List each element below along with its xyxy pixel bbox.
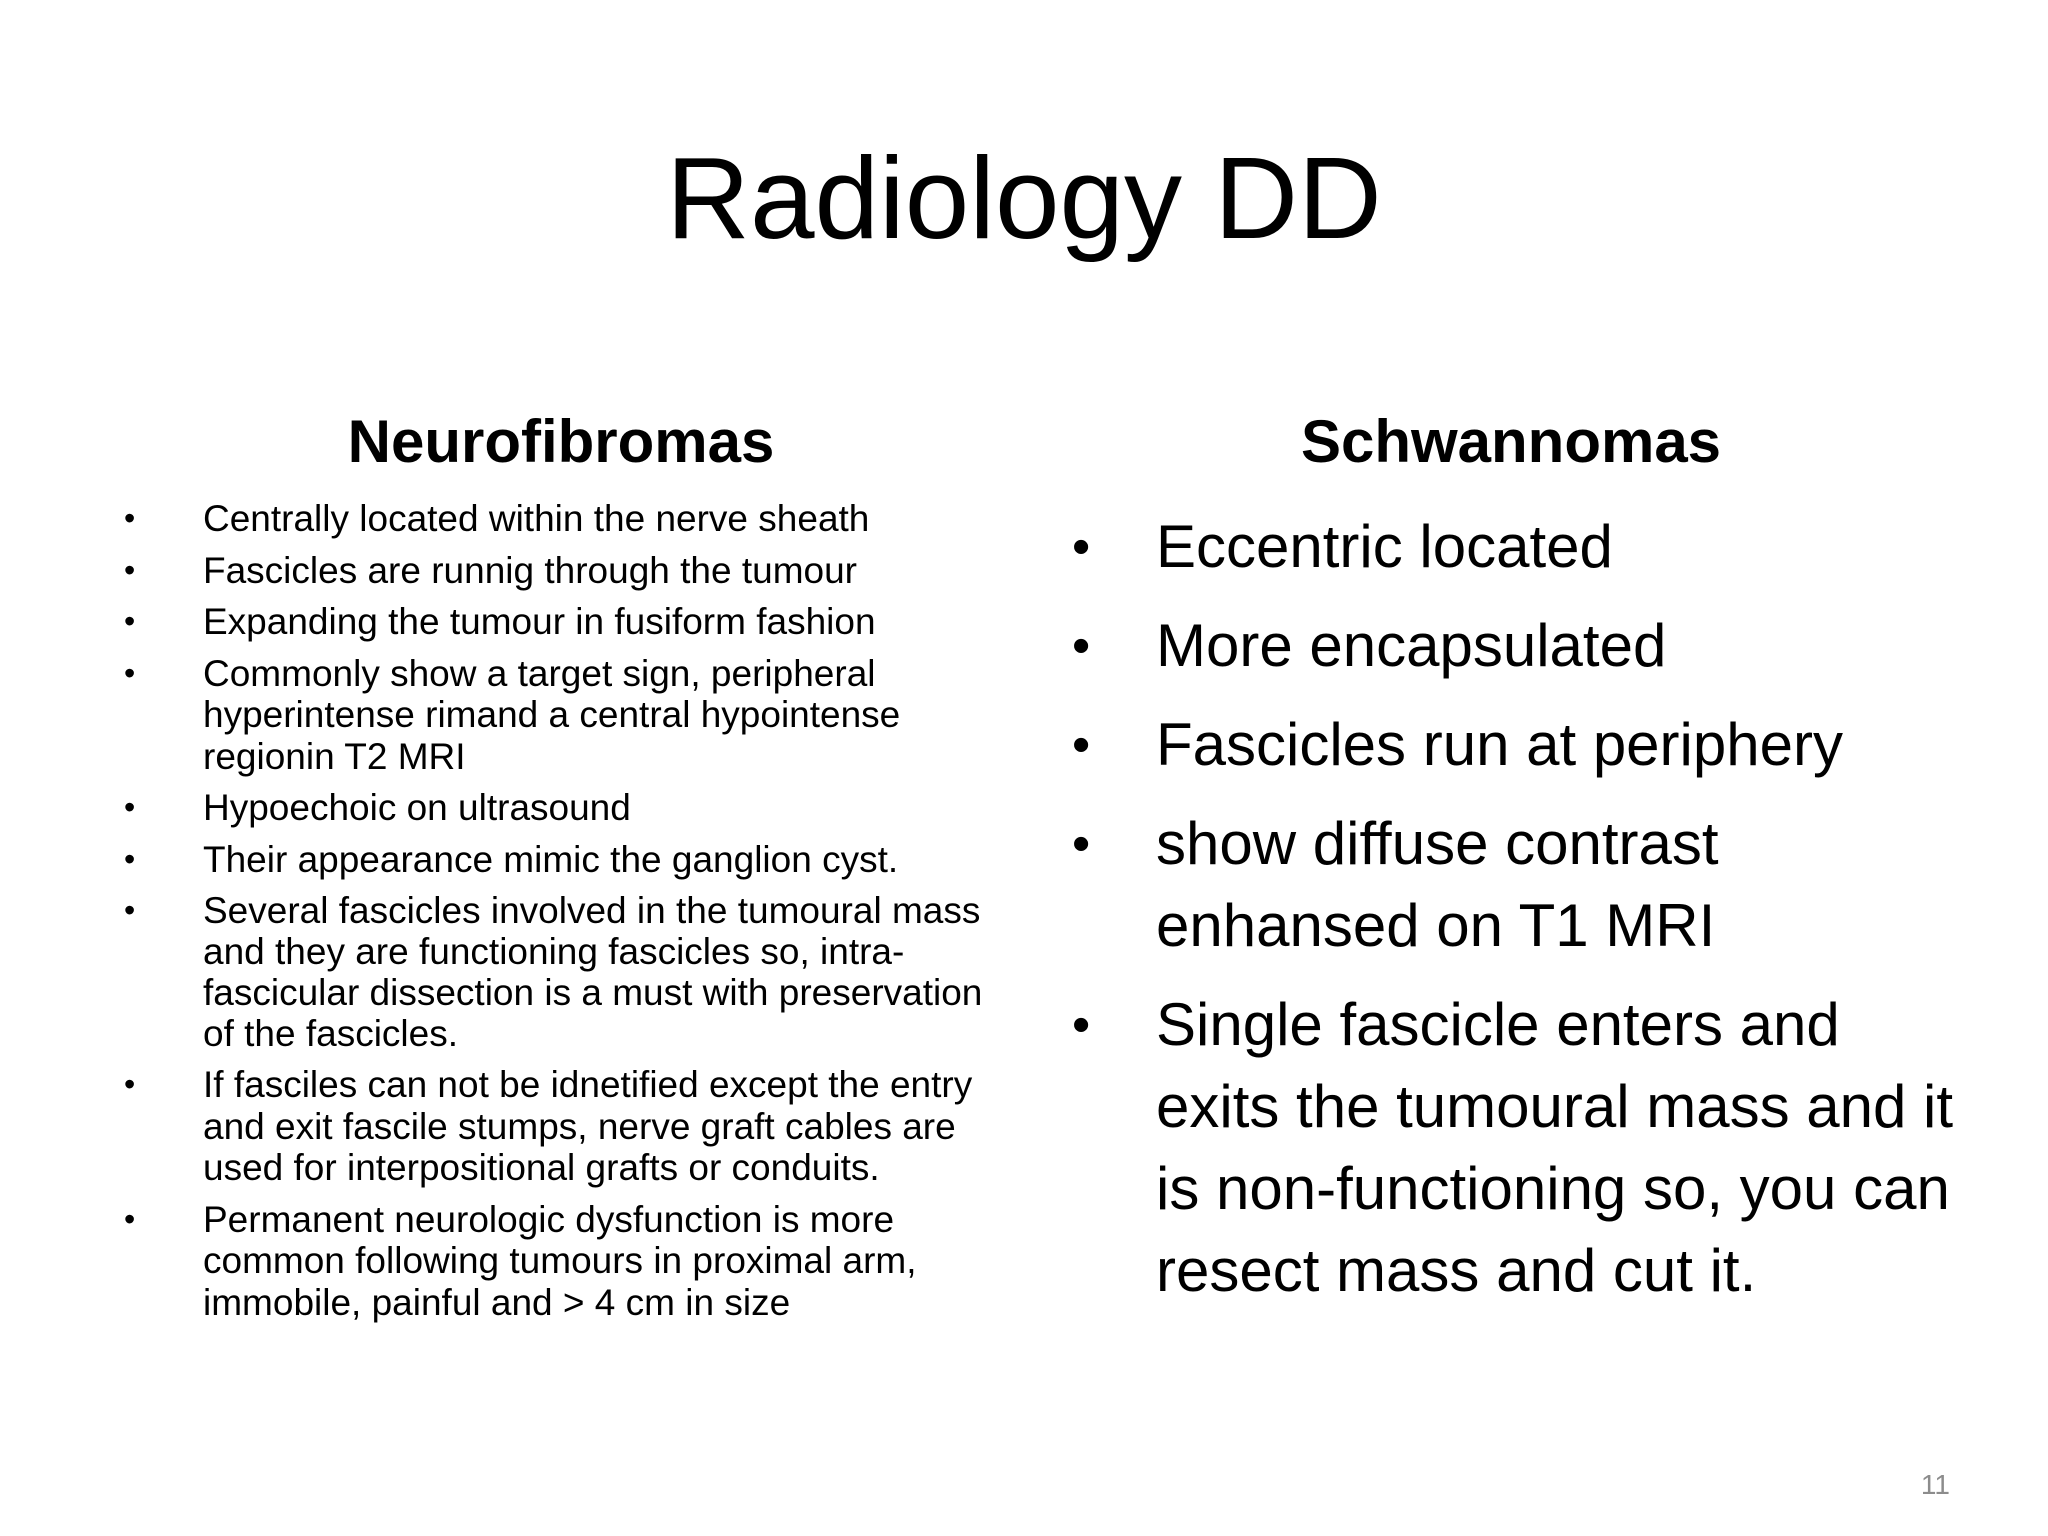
bullet-icon: •: [124, 840, 136, 877]
bullet-icon: •: [1072, 617, 1091, 675]
list-item: [1072, 704, 1972, 786]
list-item: [1072, 506, 1972, 588]
neurofibromas-heading: Neurofibromas: [347, 408, 775, 475]
bullet-icon: •: [124, 654, 136, 691]
list-item: [124, 498, 1004, 540]
bullet-icon: •: [124, 500, 136, 536]
bullet-icon: •: [1072, 716, 1091, 774]
slide-title: Radiology DD: [666, 133, 1382, 263]
list-item: [1072, 605, 1972, 687]
list-item: [124, 787, 1004, 829]
bullet-icon: •: [124, 1066, 136, 1102]
page-number: 11: [1920, 1469, 1950, 1500]
list-item: [124, 550, 1004, 592]
list-item-text: Expanding the tumour in fusiform fashion: [203, 601, 876, 642]
list-item-text: Several fascicles involved in the tumoural mass and they are functioning fascicles so, intra-fascicular dissection is a must with preservation of the fascicles.: [203, 890, 983, 1054]
bullet-icon: •: [124, 603, 136, 639]
list-item-text: Their appearance mimic the ganglion cyst.: [203, 838, 899, 880]
list-item: [1072, 803, 1972, 967]
list-item-text: Fascicles are runnig through the tumour: [203, 549, 858, 591]
bullet-icon: •: [124, 789, 136, 825]
list-item-text: Fascicles run at periphery: [1156, 711, 1843, 778]
neurofibromas-list: [124, 498, 1004, 1333]
list-item: [124, 1064, 1004, 1189]
list-item: [124, 1199, 1004, 1324]
bullet-icon: •: [124, 892, 136, 928]
list-item-text: show diffuse contrast enhansed on T1 MRI: [1156, 810, 1719, 959]
list-item-text: More encapsulated: [1156, 612, 1667, 679]
list-item: [124, 601, 1004, 643]
list-item-text: Centrally located within the nerve sheath: [203, 498, 870, 539]
list-item: [1072, 984, 1972, 1312]
list-item-text: Hypoechoic on ultrasound: [203, 787, 631, 828]
bullet-icon: •: [1072, 996, 1091, 1054]
list-item: [124, 890, 1004, 1054]
bullet-icon: •: [124, 1200, 136, 1237]
bullet-icon: •: [124, 551, 136, 588]
list-item-text: If fasciles can not be idnetified except the entry and exit fascile stumps, nerve graft cables are used for interpositional grafts or conduits.: [203, 1064, 973, 1188]
list-item-text: Single fascicle enters and exits the tumoural mass and it is non-functioning so, you can resect mass and cut it.: [1156, 991, 1954, 1304]
list-item-text: Commonly show a target sign, peripheral hyperintense rimand a central hypointense regionin T2 MRI: [203, 652, 901, 777]
list-item: [124, 653, 1004, 778]
list-item-text: Permanent neurologic dysfunction is more common following tumours in proximal arm, immobile, painful and > 4 cm in size: [203, 1198, 917, 1323]
list-item-text: Eccentric located: [1156, 513, 1613, 580]
bullet-icon: •: [1072, 518, 1091, 576]
bullet-icon: •: [1072, 815, 1091, 873]
schwannomas-list: [1072, 506, 1972, 1329]
schwannomas-heading: Schwannomas: [1300, 408, 1722, 475]
list-item: [124, 839, 1004, 881]
